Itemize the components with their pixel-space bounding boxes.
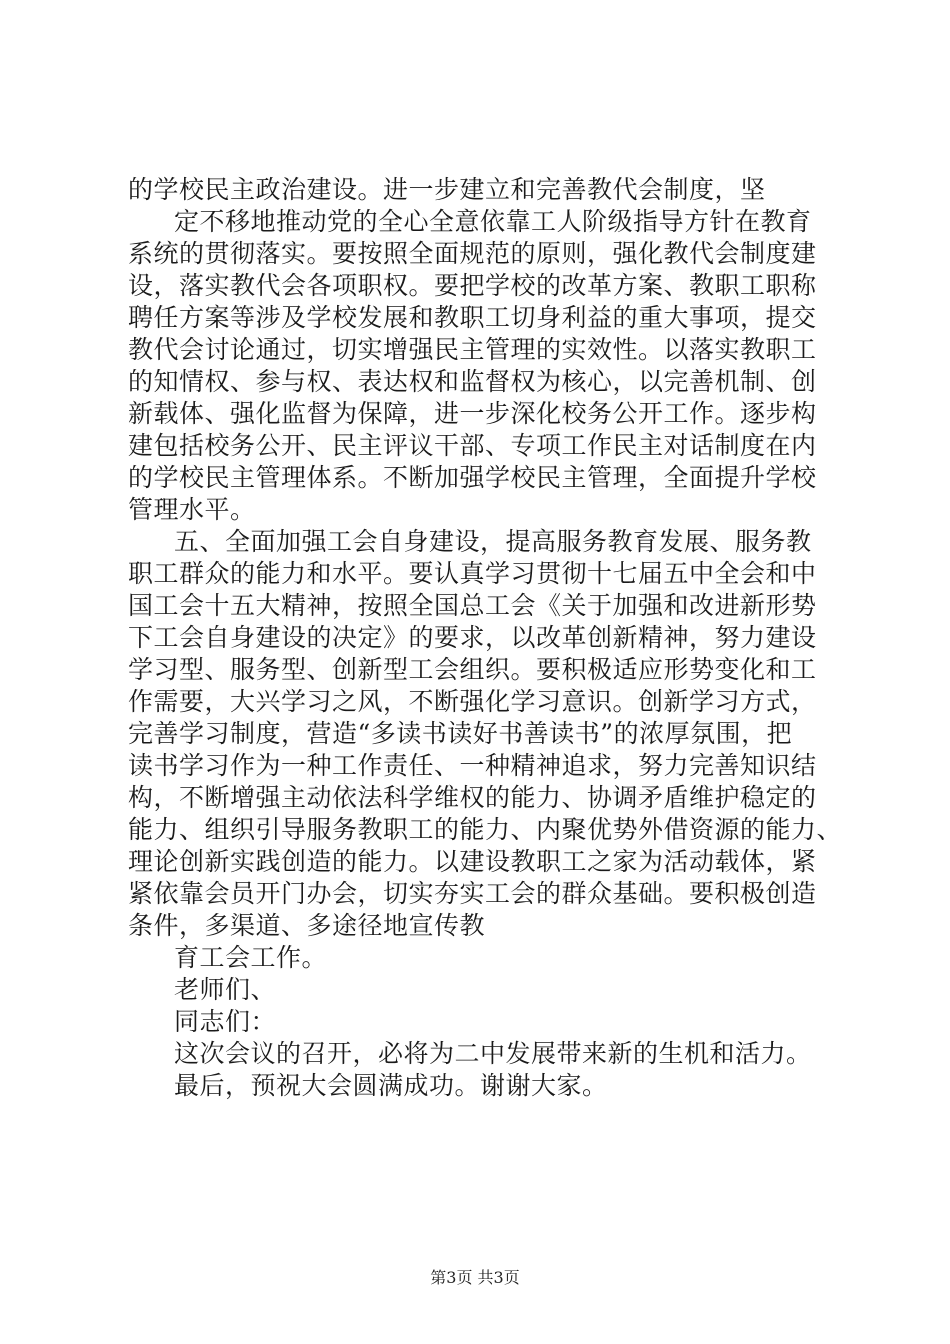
text-line: 国工会十五大精神，按照全国总工会《关于加强和改进新形势: [128, 591, 817, 620]
text-line: 聘任方案等涉及学校发展和教职工切身利益的重大事项，提交: [128, 303, 817, 332]
page-number-footer: 第3页 共3页: [430, 1268, 520, 1287]
text-line: 读书学习作为一种工作责任、一种精神追求，努力完善知识结: [128, 751, 817, 780]
text-line: 建包括校务公开、民主评议干部、专项工作民主对话制度在内: [128, 431, 817, 460]
text-line: 设，落实教代会各项职权。要把学校的改革方案、教职工职称: [128, 271, 817, 300]
text-line: 构，不断增强主动依法科学维权的能力、协调矛盾维护稳定的: [128, 783, 817, 812]
text-line: 教代会讨论通过，切实增强民主管理的实效性。以落实教职工: [128, 335, 817, 364]
text-line: 职工群众的能力和水平。要认真学习贯彻十七届五中全会和中: [128, 559, 817, 588]
text-line: 老师们、: [174, 975, 277, 1004]
text-line: 条件，多渠道、多途径地宣传教: [128, 911, 486, 940]
text-line: 作需要，大兴学习之风，不断强化学习意识。创新学习方式，: [128, 687, 817, 716]
text-line: 的学校民主管理体系。不断加强学校民主管理，全面提升学校: [128, 463, 817, 492]
text-line: 这次会议的召开，必将为二中发展带来新的生机和活力。: [174, 1039, 812, 1068]
text-line: 的学校民主政治建设。进一步建立和完善教代会制度，坚: [128, 175, 766, 204]
text-line: 系统的贯彻落实。要按照全面规范的原则，强化教代会制度建: [128, 239, 817, 268]
text-line: 理论创新实践创造的能力。以建设教职工之家为活动载体，紧: [128, 847, 817, 876]
text-line: 五、全面加强工会自身建设，提高服务教育发展、服务教: [174, 527, 812, 556]
text-line: 新载体、强化监督为保障，进一步深化校务公开工作。逐步构: [128, 399, 817, 428]
text-line: 同志们：: [174, 1007, 277, 1036]
text-line: 完善学习制度，营造“多读书读好书善读书”的浓厚氛围，把: [128, 719, 793, 748]
text-line: 下工会自身建设的决定》的要求，以改革创新精神，努力建设: [128, 623, 817, 652]
text-line: 能力、组织引导服务教职工的能力、内聚优势外借资源的能力、: [128, 815, 843, 844]
text-line: 学习型、服务型、创新型工会组织。要积极适应形势变化和工: [128, 655, 817, 684]
text-line: 最后，预祝大会圆满成功。谢谢大家。: [174, 1071, 608, 1100]
text-line: 的知情权、参与权、表达权和监督权为核心，以完善机制、创: [128, 367, 817, 396]
text-line: 定不移地推动党的全心全意依靠工人阶级指导方针在教育: [174, 207, 812, 236]
text-line: 育工会工作。: [174, 943, 328, 972]
text-line: 紧依靠会员开门办会，切实夯实工会的群众基础。要积极创造: [128, 879, 817, 908]
text-line: 管理水平。: [128, 495, 256, 524]
